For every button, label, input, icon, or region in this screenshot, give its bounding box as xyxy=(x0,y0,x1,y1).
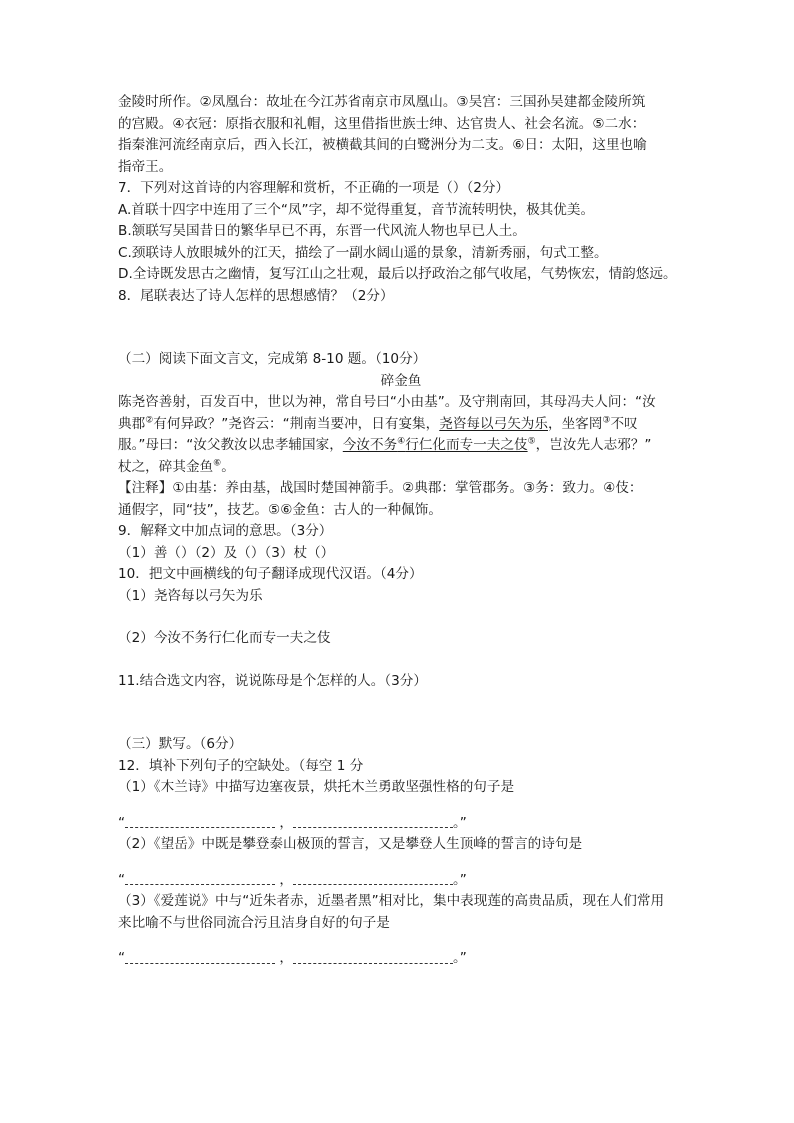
blank-input[interactable] xyxy=(125,874,275,885)
quote-mark: “ xyxy=(118,871,126,888)
exam-page xyxy=(118,92,684,970)
question-9-stem: 9．解释文中加点词的意思。（3分） xyxy=(118,523,333,539)
question-12-prompt-3: （3）《爱莲说》中与“近朱者赤，近墨者黑”相对比，集中表现莲的高贵品质，现在人们常用 xyxy=(118,893,665,909)
question-7-stem: 7．下列对这首诗的内容理解和赏析，不正确的一项是（）（2分） xyxy=(118,180,510,196)
question-7-option-c: C.颈联诗人放眼城外的江天，描绘了一副水阔山遥的景象，清新秀丽，句式工整。 xyxy=(118,244,608,261)
answer-space xyxy=(118,307,684,349)
quote-mark: 。” xyxy=(452,871,467,888)
passage-text: 。 xyxy=(221,458,235,475)
passage-text: 行仁化而专一夫之伎 xyxy=(405,437,528,453)
footnote-mark: ④ xyxy=(397,436,406,447)
comma: ， xyxy=(275,871,293,888)
question-12-prompt-2: （2）《望岳》中既是攀登泰山极顶的誓言，又是攀登人生顶峰的誓言的诗句是 xyxy=(118,836,583,852)
comma: ， xyxy=(275,814,293,831)
footnote-mark: ⑤ xyxy=(527,436,536,447)
question-12-prompt-3-cont: 来比喻不与世俗同流合污且洁身自好的句子是 xyxy=(118,914,390,931)
notes-line: 的宫殿。④衣冠：原指衣服和礼帽，这里借指世族士绅、达官贵人、社会名流。⑤二水： xyxy=(118,115,646,132)
question-7-option-b: B.颔联写吴国昔日的繁华早已不再，东晋一代风流人物也早已人土。 xyxy=(118,223,526,239)
passage-notes: 【注释】①由基：养由基，战国时楚国神箭手。②典郡：掌管郡务。③务：致力。④伎： xyxy=(118,480,643,496)
classical-passage xyxy=(118,392,684,478)
fill-blank-line-3 xyxy=(118,948,684,970)
passage-text: 杖之，碎其金鱼 xyxy=(118,458,214,475)
question-10-sentence-1: （1）尧咨每以弓矢为乐 xyxy=(118,587,263,604)
question-10-stem: 10．把文中画横线的句子翻译成现代汉语。（4分） xyxy=(118,566,423,582)
question-11-stem: 11.结合选文内容，说说陈母是个怎样的人。（3分） xyxy=(118,672,427,689)
notes-line: 金陵时所作。②凤凰台：故址在今江苏省南京市凤凰山。③吴宫：三国孙吴建都金陵所筑 xyxy=(118,94,646,110)
section-2-heading: （二）阅读下面文言文，完成第 8-10 题。（10分） xyxy=(118,351,427,367)
quote-mark: 。” xyxy=(452,814,467,831)
passage-line xyxy=(118,414,684,436)
passage-text: 典郡 xyxy=(118,415,146,432)
footnote-mark: ③ xyxy=(602,414,611,425)
quote-mark: 。” xyxy=(452,950,467,966)
spacer xyxy=(118,799,684,813)
notes-line: 指秦淮河流经南京后，西入长江，被横截其间的白鹭洲分为二支。⑥日：太阳，这里也喻 xyxy=(118,137,647,153)
footnote-mark: ⑥ xyxy=(213,457,222,468)
passage-text: 有何异政？”尧咨云：“荆南当要冲，日有宴集， xyxy=(153,415,440,432)
question-9-items: （1）善（）（2）及（）（3）杖（） xyxy=(118,544,335,561)
passage-text: ，坐客罔 xyxy=(547,415,603,432)
fill-blank-line-2 xyxy=(118,870,684,892)
blank-input[interactable] xyxy=(125,817,275,828)
answer-space xyxy=(118,607,684,628)
quote-mark: “ xyxy=(118,950,126,966)
underlined-sentence-1: 尧咨每以弓矢为乐 xyxy=(439,415,548,432)
question-10-sentence-2: （2）今汝不务行仁化而专一夫之伎 xyxy=(118,630,331,646)
spacer xyxy=(118,934,684,948)
spacer xyxy=(118,856,684,870)
passage-notes: 通假字，同“技”，技艺。⑤⑥金鱼：古人的一种佩饰。 xyxy=(118,501,442,518)
footnote-mark: ② xyxy=(145,414,154,425)
quote-mark: “ xyxy=(118,814,126,831)
question-12-prompt-1: （1）《木兰诗》中描写边塞夜景，烘托木兰勇敢坚强性格的句子是 xyxy=(118,779,515,795)
passage-text: 今汝不务 xyxy=(342,437,398,453)
passage-line xyxy=(118,457,684,479)
passage-line: 陈尧咨善射，百发百中，世以为神，常自号曰“小由基”。及守荆南回，其母冯夫人问：“汝 xyxy=(118,394,656,410)
passage-text: 不叹 xyxy=(610,415,638,432)
blank-input[interactable] xyxy=(125,953,275,964)
blank-input[interactable] xyxy=(293,817,453,828)
answer-space xyxy=(118,692,684,734)
question-8-stem: 8．尾联表达了诗人怎样的思想感情？（2分） xyxy=(118,287,394,304)
blank-input[interactable] xyxy=(293,874,453,885)
notes-line: 指帝王。 xyxy=(118,158,173,175)
blank-input[interactable] xyxy=(293,953,453,964)
passage-text: 服。”母曰：“汝父教汝以忠孝辅国家， xyxy=(118,437,343,453)
passage-line xyxy=(118,435,684,457)
question-7-option-a: A.首联十四字中连用了三个“凤”字，却不觉得重复，音节流转明快，极其优美。 xyxy=(118,201,595,218)
passage-title: 碎金鱼 xyxy=(380,372,422,389)
passage-text: ，岂汝先人志邪？” xyxy=(535,437,652,453)
underlined-sentence-2 xyxy=(343,437,528,453)
question-7-option-d: D.全诗既发思古之幽情，复写江山之壮观，最后以抒政治之郁气收尾，气势恢宏，情韵悠远。 xyxy=(118,266,677,282)
section-3-heading: （三）默写。（6分） xyxy=(118,736,243,752)
answer-space xyxy=(118,650,684,671)
comma: ， xyxy=(275,950,293,966)
fill-blank-line-1 xyxy=(118,813,684,835)
question-12-stem: 12．填补下列句子的空缺处。（每空 1 分 xyxy=(118,757,364,774)
